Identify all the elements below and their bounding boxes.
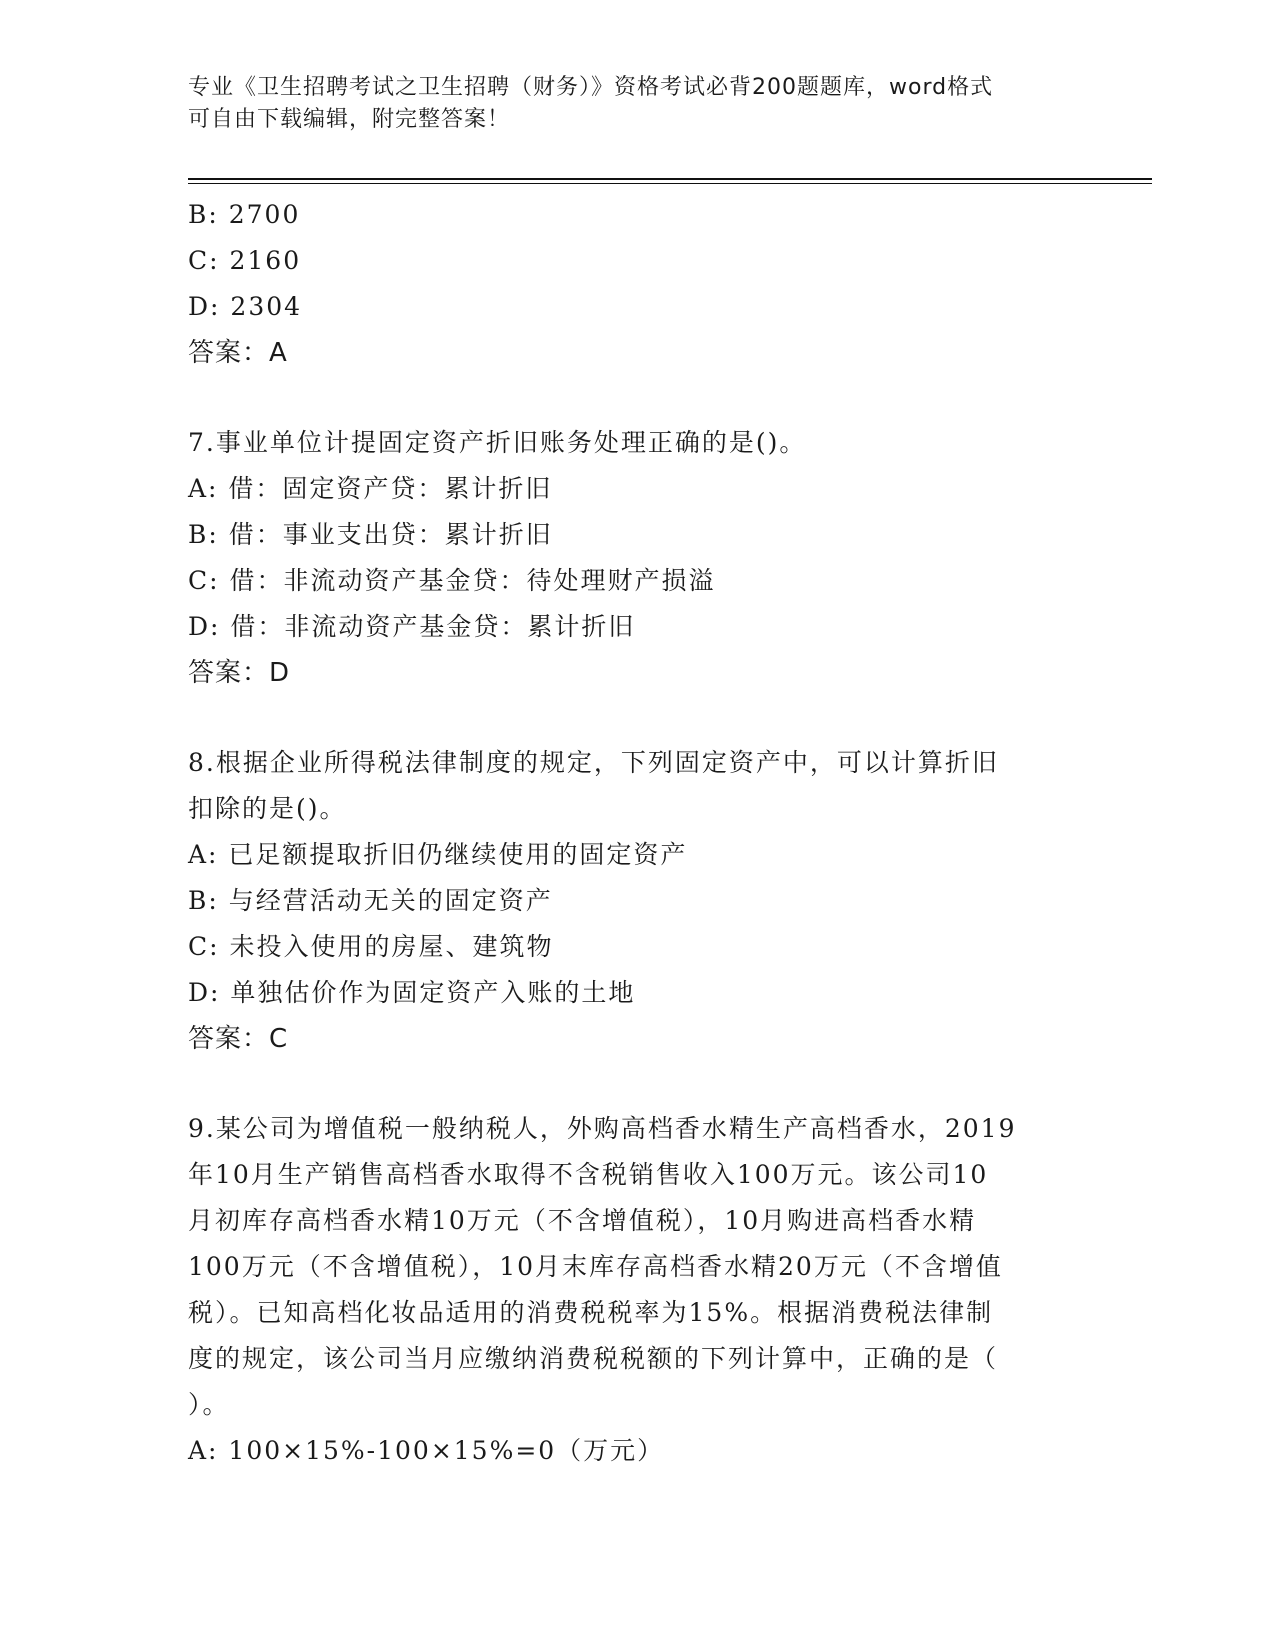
question-text: 7.事业单位计提固定资产折旧账务处理正确的是()。 bbox=[188, 428, 807, 457]
question-7-block bbox=[188, 420, 1088, 696]
question-text-line: 扣除的是()。 bbox=[188, 794, 347, 823]
spacer bbox=[188, 696, 1088, 740]
option-c: C: 2160 bbox=[188, 246, 302, 275]
answer-label: 答案：D bbox=[188, 658, 291, 688]
option-a: A: 已足额提取折旧仍继续使用的固定资产 bbox=[188, 840, 688, 869]
question-8-block bbox=[188, 740, 1088, 1062]
header-rule-thick bbox=[188, 178, 1152, 180]
question-text-line: 月初库存高档香水精10万元（不含增值税），10月购进高档香水精 bbox=[188, 1206, 977, 1235]
question-text-line: 度的规定，该公司当月应缴纳消费税税额的下列计算中，正确的是（ bbox=[188, 1344, 999, 1373]
spacer bbox=[188, 376, 1088, 420]
option-c: C: 未投入使用的房屋、建筑物 bbox=[188, 932, 554, 961]
question-content bbox=[188, 192, 1088, 1474]
question-text-line: ）。 bbox=[188, 1390, 230, 1419]
question-text-line: 年10月生产销售高档香水取得不含税销售收入100万元。该公司10 bbox=[188, 1160, 989, 1189]
option-a: A: 借：固定资产贷：累计折旧 bbox=[188, 474, 553, 503]
option-d: D: 单独估价作为固定资产入账的土地 bbox=[188, 978, 636, 1007]
question-9-block bbox=[188, 1106, 1088, 1474]
option-d: D: 2304 bbox=[188, 292, 303, 321]
question-text bbox=[188, 740, 1088, 832]
header-title-line-1: 专业《卫生招聘考试之卫生招聘（财务）》资格考试必背200题题库，word格式 bbox=[188, 75, 994, 100]
question-text bbox=[188, 1106, 1088, 1428]
answer-label: 答案：C bbox=[188, 1024, 289, 1054]
option-b: B: 2700 bbox=[188, 200, 301, 229]
question-text-line: 100万元（不含增值税），10月末库存高档香水精20万元（不含增值 bbox=[188, 1252, 1003, 1281]
answer-label: 答案：A bbox=[188, 338, 288, 368]
question-6-block bbox=[188, 192, 1088, 376]
header-rule-thin bbox=[188, 183, 1152, 184]
question-text-line: 税）。已知高档化妆品适用的消费税税率为15%。根据消费税法律制 bbox=[188, 1298, 994, 1327]
option-b: B: 与经营活动无关的固定资产 bbox=[188, 886, 553, 915]
option-d: D: 借：非流动资产基金贷：累计折旧 bbox=[188, 612, 636, 641]
option-b: B: 借：事业支出贷：累计折旧 bbox=[188, 520, 553, 549]
option-c: C: 借：非流动资产基金贷：待处理财产损溢 bbox=[188, 566, 716, 595]
question-text-line: 9.某公司为增值税一般纳税人，外购高档香水精生产高档香水，2019 bbox=[188, 1114, 1017, 1143]
document-header bbox=[188, 72, 1088, 136]
header-title-line-2: 可自由下载编辑，附完整答案！ bbox=[188, 107, 511, 132]
spacer bbox=[188, 1062, 1088, 1106]
option-a: A: 100×15%-100×15%=0（万元） bbox=[188, 1436, 665, 1465]
question-text-line: 8.根据企业所得税法律制度的规定，下列固定资产中，可以计算折旧 bbox=[188, 748, 999, 777]
